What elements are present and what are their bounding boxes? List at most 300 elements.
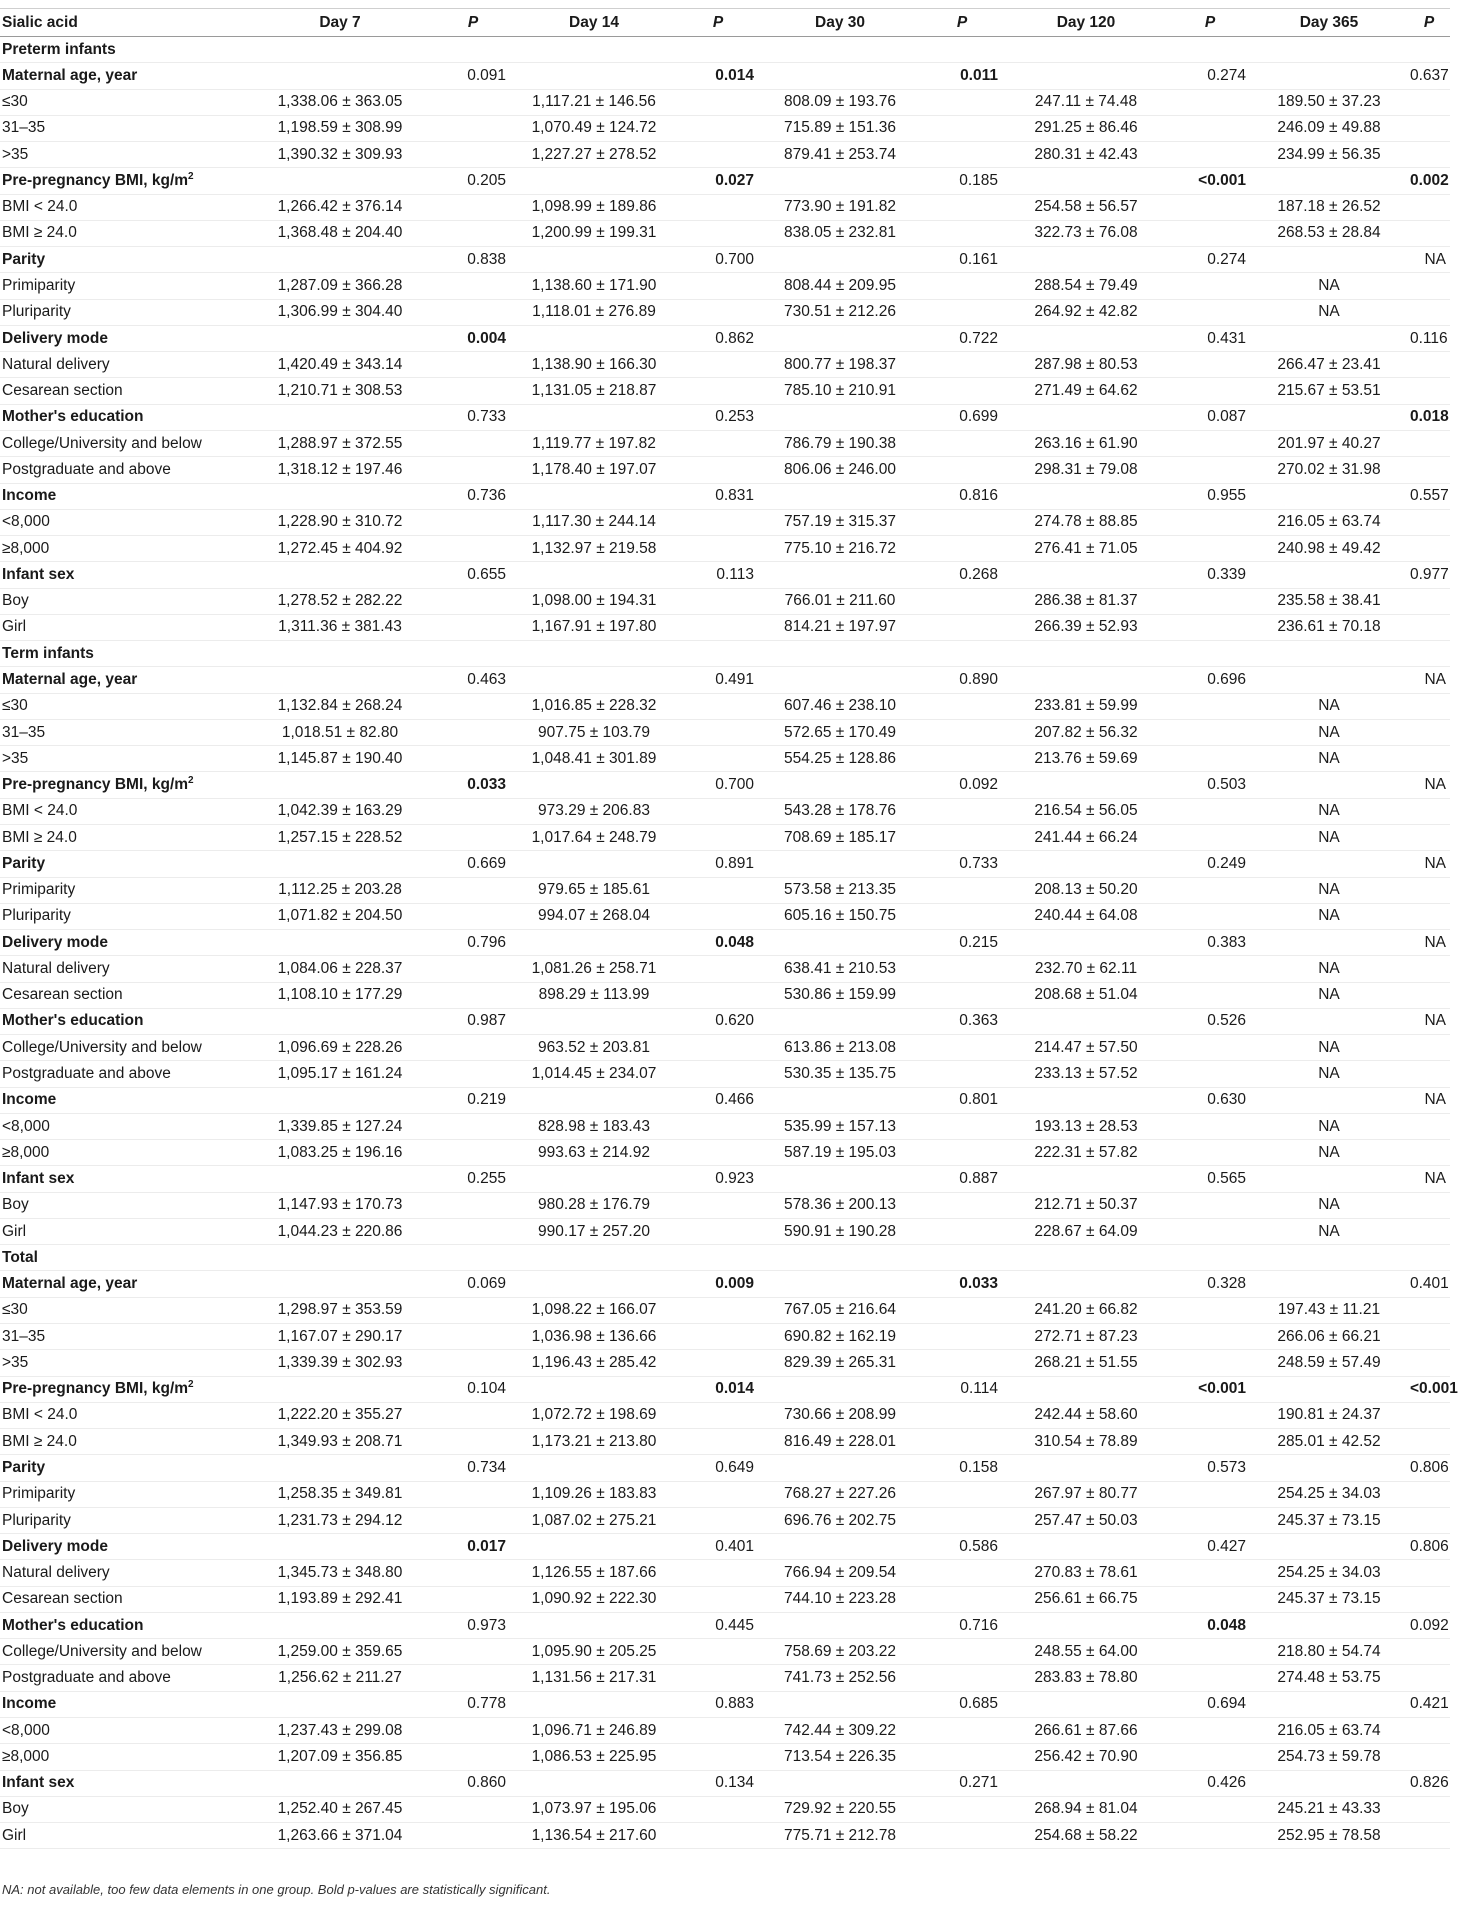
- empty-cell: [678, 588, 758, 614]
- empty-cell: [1170, 719, 1250, 745]
- empty-cell: [678, 430, 758, 456]
- empty-cell: [1408, 378, 1450, 404]
- mean-sd-value: 578.36 ± 200.13: [758, 1192, 922, 1218]
- mean-sd-value: 272.71 ± 87.23: [1002, 1324, 1170, 1350]
- col-header-day120: Day 120: [1002, 9, 1170, 37]
- p-value: 0.033: [922, 1271, 1002, 1297]
- level-label: [0, 89, 244, 115]
- mean-sd-value: NA: [1250, 903, 1408, 929]
- empty-cell: [678, 1061, 758, 1087]
- empty-cell: [1170, 877, 1250, 903]
- row-label: Primiparity: [2, 881, 76, 899]
- mean-sd-value: 1,339.39 ± 302.93: [244, 1350, 436, 1376]
- p-value: 0.806: [1408, 1455, 1450, 1481]
- empty-cell: [1170, 1586, 1250, 1612]
- empty-cell: [1170, 588, 1250, 614]
- p-value: 0.891: [678, 851, 758, 877]
- empty-cell: [510, 37, 678, 63]
- empty-cell: [1408, 693, 1450, 719]
- level-label: [0, 1113, 244, 1139]
- factor-row: [0, 1271, 1450, 1297]
- empty-cell: [436, 1192, 510, 1218]
- p-value: 0.733: [922, 851, 1002, 877]
- p-value: 0.733: [436, 404, 510, 430]
- empty-cell: [436, 352, 510, 378]
- empty-cell: [678, 273, 758, 299]
- empty-cell: [436, 1744, 510, 1770]
- empty-cell: [1408, 37, 1450, 63]
- empty-cell: [244, 325, 436, 351]
- p-value: NA: [1408, 1008, 1450, 1034]
- empty-cell: [1170, 1035, 1250, 1061]
- mean-sd-value: 1,072.72 ± 198.69: [510, 1402, 678, 1428]
- empty-cell: [1170, 194, 1250, 220]
- mean-sd-value: NA: [1250, 1035, 1408, 1061]
- mean-sd-value: 1,420.49 ± 343.14: [244, 352, 436, 378]
- table-row: [0, 1560, 1450, 1586]
- p-value: NA: [1408, 772, 1450, 798]
- mean-sd-value: 266.61 ± 87.66: [1002, 1718, 1170, 1744]
- level-label: [0, 1035, 244, 1061]
- empty-cell: [244, 1271, 436, 1297]
- empty-cell: [510, 772, 678, 798]
- mean-sd-value: 242.44 ± 58.60: [1002, 1402, 1170, 1428]
- mean-sd-value: NA: [1250, 1113, 1408, 1139]
- factor-label: [0, 851, 244, 877]
- row-label: BMI < 24.0: [2, 1406, 78, 1424]
- empty-cell: [758, 772, 922, 798]
- empty-cell: [922, 1823, 1002, 1849]
- p-value: 0.009: [678, 1271, 758, 1297]
- row-label: 31–35: [2, 119, 46, 137]
- row-label: BMI ≥ 24.0: [2, 828, 77, 846]
- empty-cell: [678, 641, 758, 667]
- table-row: [0, 273, 1450, 299]
- empty-cell: [1002, 1245, 1170, 1271]
- level-label: [0, 903, 244, 929]
- mean-sd-value: 1,257.15 ± 228.52: [244, 824, 436, 850]
- empty-cell: [922, 956, 1002, 982]
- p-value: 0.649: [678, 1455, 758, 1481]
- empty-cell: [758, 168, 922, 194]
- mean-sd-value: 800.77 ± 198.37: [758, 352, 922, 378]
- row-label: BMI ≥ 24.0: [2, 224, 77, 242]
- mean-sd-value: 263.16 ± 61.90: [1002, 430, 1170, 456]
- row-label: Total: [2, 1248, 38, 1266]
- empty-cell: [436, 956, 510, 982]
- mean-sd-value: 245.37 ± 73.15: [1250, 1507, 1408, 1533]
- empty-cell: [510, 930, 678, 956]
- empty-cell: [436, 1586, 510, 1612]
- mean-sd-value: 256.42 ± 70.90: [1002, 1744, 1170, 1770]
- col-header-day30: Day 30: [758, 9, 922, 37]
- mean-sd-value: 898.29 ± 113.99: [510, 982, 678, 1008]
- empty-cell: [758, 1087, 922, 1113]
- mean-sd-value: 1,272.45 ± 404.92: [244, 536, 436, 562]
- empty-cell: [436, 1061, 510, 1087]
- table-row: [0, 457, 1450, 483]
- empty-cell: [436, 220, 510, 246]
- empty-cell: [436, 430, 510, 456]
- empty-cell: [244, 483, 436, 509]
- mean-sd-value: 310.54 ± 78.89: [1002, 1429, 1170, 1455]
- empty-cell: [922, 1061, 1002, 1087]
- empty-cell: [1170, 641, 1250, 667]
- empty-cell: [1408, 142, 1450, 168]
- empty-cell: [922, 115, 1002, 141]
- p-value: 0.116: [1408, 325, 1450, 351]
- empty-cell: [678, 1823, 758, 1849]
- empty-cell: [244, 37, 436, 63]
- mean-sd-value: 907.75 ± 103.79: [510, 719, 678, 745]
- empty-cell: [678, 1665, 758, 1691]
- p-value: 0.466: [678, 1087, 758, 1113]
- level-label: [0, 1718, 244, 1744]
- empty-cell: [436, 824, 510, 850]
- mean-sd-value: 270.83 ± 78.61: [1002, 1560, 1170, 1586]
- row-label: Mother's education: [2, 408, 144, 426]
- factor-row: [0, 404, 1450, 430]
- mean-sd-value: 535.99 ± 157.13: [758, 1113, 922, 1139]
- empty-cell: [1170, 1718, 1250, 1744]
- empty-cell: [1250, 483, 1408, 509]
- row-label: Maternal age, year: [2, 671, 138, 688]
- mean-sd-value: 1,073.97 ± 195.06: [510, 1796, 678, 1822]
- empty-cell: [436, 1297, 510, 1323]
- empty-cell: [1408, 719, 1450, 745]
- mean-sd-value: 187.18 ± 26.52: [1250, 194, 1408, 220]
- empty-cell: [758, 1245, 922, 1271]
- col-header-day14: Day 14: [510, 9, 678, 37]
- level-label: [0, 1192, 244, 1218]
- empty-cell: [1170, 457, 1250, 483]
- empty-cell: [244, 1691, 436, 1717]
- mean-sd-value: 1,131.05 ± 218.87: [510, 378, 678, 404]
- table-row: [0, 798, 1450, 824]
- empty-cell: [244, 851, 436, 877]
- p-value: 0.987: [436, 1008, 510, 1034]
- empty-cell: [922, 588, 1002, 614]
- empty-cell: [1170, 1744, 1250, 1770]
- empty-cell: [510, 1245, 678, 1271]
- table-row: [0, 1192, 1450, 1218]
- factor-row: [0, 247, 1450, 273]
- mean-sd-value: 1,167.07 ± 290.17: [244, 1324, 436, 1350]
- empty-cell: [510, 168, 678, 194]
- table-row: [0, 877, 1450, 903]
- p-value: 0.977: [1408, 562, 1450, 588]
- empty-cell: [922, 982, 1002, 1008]
- table-row: [0, 1061, 1450, 1087]
- mean-sd-value: 1,090.92 ± 222.30: [510, 1586, 678, 1612]
- empty-cell: [1408, 588, 1450, 614]
- level-label: [0, 1061, 244, 1087]
- empty-cell: [758, 641, 922, 667]
- empty-cell: [244, 1455, 436, 1481]
- mean-sd-value: 744.10 ± 223.28: [758, 1586, 922, 1612]
- empty-cell: [1002, 1534, 1170, 1560]
- empty-cell: [510, 667, 678, 693]
- table-row: [0, 1324, 1450, 1350]
- empty-cell: [678, 824, 758, 850]
- empty-cell: [510, 404, 678, 430]
- mean-sd-value: 1,112.25 ± 203.28: [244, 877, 436, 903]
- empty-cell: [1250, 404, 1408, 430]
- p-value: 0.778: [436, 1691, 510, 1717]
- mean-sd-value: 767.05 ± 216.64: [758, 1297, 922, 1323]
- mean-sd-value: 257.47 ± 50.03: [1002, 1507, 1170, 1533]
- empty-cell: [758, 1271, 922, 1297]
- row-label: Natural delivery: [2, 1564, 110, 1582]
- empty-cell: [922, 1586, 1002, 1612]
- row-label: Girl: [2, 1222, 27, 1240]
- empty-cell: [758, 247, 922, 273]
- mean-sd-value: NA: [1250, 273, 1408, 299]
- empty-cell: [922, 1218, 1002, 1244]
- empty-cell: [1408, 956, 1450, 982]
- p-value: 0.255: [436, 1166, 510, 1192]
- mean-sd-value: 573.58 ± 213.35: [758, 877, 922, 903]
- row-label: Pre-pregnancy BMI, kg/m: [2, 1380, 189, 1398]
- mean-sd-value: 1,338.06 ± 363.05: [244, 89, 436, 115]
- level-label: [0, 1140, 244, 1166]
- factor-row: [0, 1166, 1450, 1192]
- empty-cell: [1002, 1455, 1170, 1481]
- mean-sd-value: NA: [1250, 798, 1408, 824]
- mean-sd-value: 741.73 ± 252.56: [758, 1665, 922, 1691]
- mean-sd-value: 1,098.99 ± 189.86: [510, 194, 678, 220]
- p-value: 0.431: [1170, 325, 1250, 351]
- empty-cell: [1002, 37, 1170, 63]
- mean-sd-value: 207.82 ± 56.32: [1002, 719, 1170, 745]
- mean-sd-value: 1,095.90 ± 205.25: [510, 1639, 678, 1665]
- mean-sd-value: 222.31 ± 57.82: [1002, 1140, 1170, 1166]
- empty-cell: [1250, 851, 1408, 877]
- row-label: Parity: [2, 1458, 46, 1476]
- empty-cell: [436, 142, 510, 168]
- empty-cell: [1170, 903, 1250, 929]
- empty-cell: [436, 588, 510, 614]
- factor-label: [0, 1008, 244, 1034]
- level-label: [0, 588, 244, 614]
- level-label: [0, 614, 244, 640]
- empty-cell: [436, 536, 510, 562]
- mean-sd-value: 241.44 ± 66.24: [1002, 824, 1170, 850]
- empty-cell: [678, 877, 758, 903]
- level-label: [0, 1639, 244, 1665]
- mean-sd-value: 218.80 ± 54.74: [1250, 1639, 1408, 1665]
- empty-cell: [244, 168, 436, 194]
- empty-cell: [510, 1008, 678, 1034]
- mean-sd-value: 1,131.56 ± 217.31: [510, 1665, 678, 1691]
- mean-sd-value: 228.67 ± 64.09: [1002, 1218, 1170, 1244]
- mean-sd-value: 1,256.62 ± 211.27: [244, 1665, 436, 1691]
- p-value: 0.161: [922, 247, 1002, 273]
- p-value: 0.503: [1170, 772, 1250, 798]
- mean-sd-value: 530.35 ± 135.75: [758, 1061, 922, 1087]
- empty-cell: [1170, 1218, 1250, 1244]
- empty-cell: [758, 1008, 922, 1034]
- row-label: Delivery mode: [2, 933, 108, 951]
- row-label: Cesarean section: [2, 986, 123, 1004]
- factor-label: [0, 247, 244, 273]
- mean-sd-value: 1,018.51 ± 82.80: [244, 719, 436, 745]
- p-value: 0.274: [1170, 247, 1250, 273]
- mean-sd-value: 1,237.43 ± 299.08: [244, 1718, 436, 1744]
- empty-cell: [678, 1429, 758, 1455]
- table-row: [0, 1507, 1450, 1533]
- level-label: [0, 1350, 244, 1376]
- empty-cell: [1002, 930, 1170, 956]
- mean-sd-value: 1,044.23 ± 220.86: [244, 1218, 436, 1244]
- empty-cell: [922, 1744, 1002, 1770]
- empty-cell: [758, 1691, 922, 1717]
- empty-cell: [436, 903, 510, 929]
- level-label: [0, 746, 244, 772]
- empty-cell: [678, 1402, 758, 1428]
- table-row: [0, 693, 1450, 719]
- level-label: [0, 457, 244, 483]
- empty-cell: [1170, 1507, 1250, 1533]
- empty-cell: [1408, 1507, 1450, 1533]
- factor-row: [0, 1087, 1450, 1113]
- mean-sd-value: 530.86 ± 159.99: [758, 982, 922, 1008]
- empty-cell: [922, 1113, 1002, 1139]
- empty-cell: [510, 1271, 678, 1297]
- level-label: [0, 352, 244, 378]
- row-label: Income: [2, 487, 57, 505]
- mean-sd-value: 270.02 ± 31.98: [1250, 457, 1408, 483]
- empty-cell: [922, 536, 1002, 562]
- empty-cell: [436, 1639, 510, 1665]
- mean-sd-value: 322.73 ± 76.08: [1002, 220, 1170, 246]
- p-value: 0.890: [922, 667, 1002, 693]
- mean-sd-value: 1,222.20 ± 355.27: [244, 1402, 436, 1428]
- mean-sd-value: 1,036.98 ± 136.66: [510, 1324, 678, 1350]
- p-value: 0.831: [678, 483, 758, 509]
- empty-cell: [1250, 772, 1408, 798]
- empty-cell: [436, 378, 510, 404]
- mean-sd-value: 742.44 ± 309.22: [758, 1718, 922, 1744]
- mean-sd-value: 216.54 ± 56.05: [1002, 798, 1170, 824]
- empty-cell: [922, 509, 1002, 535]
- mean-sd-value: 554.25 ± 128.86: [758, 746, 922, 772]
- row-label: 31–35: [2, 1327, 46, 1345]
- empty-cell: [436, 719, 510, 745]
- empty-cell: [1002, 168, 1170, 194]
- mean-sd-value: 245.37 ± 73.15: [1250, 1586, 1408, 1612]
- p-value: 0.801: [922, 1087, 1002, 1113]
- empty-cell: [1408, 1192, 1450, 1218]
- mean-sd-value: 254.68 ± 58.22: [1002, 1823, 1170, 1849]
- level-label: [0, 378, 244, 404]
- mean-sd-value: 775.10 ± 216.72: [758, 536, 922, 562]
- empty-cell: [244, 63, 436, 89]
- p-value: 0.113: [678, 562, 758, 588]
- empty-cell: [1170, 1113, 1250, 1139]
- mean-sd-value: 1,298.97 ± 353.59: [244, 1297, 436, 1323]
- p-value: 0.655: [436, 562, 510, 588]
- empty-cell: [678, 1718, 758, 1744]
- empty-cell: [1170, 614, 1250, 640]
- mean-sd-value: 1,118.01 ± 276.89: [510, 299, 678, 325]
- empty-cell: [678, 1192, 758, 1218]
- p-value: 0.033: [436, 772, 510, 798]
- empty-cell: [922, 457, 1002, 483]
- mean-sd-value: 879.41 ± 253.74: [758, 142, 922, 168]
- row-label: Pluriparity: [2, 303, 71, 321]
- mean-sd-value: 208.68 ± 51.04: [1002, 982, 1170, 1008]
- empty-cell: [1408, 536, 1450, 562]
- empty-cell: [1170, 1429, 1250, 1455]
- mean-sd-value: 994.07 ± 268.04: [510, 903, 678, 929]
- table-row: [0, 1297, 1450, 1323]
- mean-sd-value: 1,138.90 ± 166.30: [510, 352, 678, 378]
- empty-cell: [436, 1718, 510, 1744]
- empty-cell: [436, 1665, 510, 1691]
- p-value: 0.973: [436, 1612, 510, 1638]
- mean-sd-value: 1,287.09 ± 366.28: [244, 273, 436, 299]
- empty-cell: [1408, 1639, 1450, 1665]
- level-label: [0, 1744, 244, 1770]
- factor-row: [0, 1008, 1450, 1034]
- empty-cell: [1408, 220, 1450, 246]
- empty-cell: [436, 1796, 510, 1822]
- table-row: [0, 536, 1450, 562]
- mean-sd-value: 814.21 ± 197.97: [758, 614, 922, 640]
- empty-cell: [1408, 1718, 1450, 1744]
- row-label: Mother's education: [2, 1616, 144, 1634]
- mean-sd-value: 274.78 ± 88.85: [1002, 509, 1170, 535]
- empty-cell: [1250, 63, 1408, 89]
- empty-cell: [1170, 115, 1250, 141]
- col-header-day365: Day 365: [1250, 9, 1408, 37]
- empty-cell: [1408, 194, 1450, 220]
- empty-cell: [678, 89, 758, 115]
- empty-cell: [922, 89, 1002, 115]
- p-value: NA: [1408, 667, 1450, 693]
- empty-cell: [678, 1350, 758, 1376]
- factor-label: [0, 325, 244, 351]
- empty-cell: [678, 1218, 758, 1244]
- empty-cell: [678, 142, 758, 168]
- mean-sd-value: 246.09 ± 49.88: [1250, 115, 1408, 141]
- mean-sd-value: 1,198.59 ± 308.99: [244, 115, 436, 141]
- empty-cell: [678, 536, 758, 562]
- empty-cell: [510, 1612, 678, 1638]
- empty-cell: [436, 1823, 510, 1849]
- table-row: [0, 142, 1450, 168]
- mean-sd-value: NA: [1250, 719, 1408, 745]
- empty-cell: [510, 1534, 678, 1560]
- empty-cell: [1002, 63, 1170, 89]
- mean-sd-value: 806.06 ± 246.00: [758, 457, 922, 483]
- empty-cell: [510, 641, 678, 667]
- mean-sd-value: 1,210.71 ± 308.53: [244, 378, 436, 404]
- mean-sd-value: 241.20 ± 66.82: [1002, 1297, 1170, 1323]
- empty-cell: [1408, 1796, 1450, 1822]
- empty-cell: [678, 956, 758, 982]
- table-header-row: [0, 9, 1450, 37]
- empty-cell: [758, 483, 922, 509]
- mean-sd-value: 276.41 ± 71.05: [1002, 536, 1170, 562]
- mean-sd-value: 758.69 ± 203.22: [758, 1639, 922, 1665]
- level-label: [0, 1429, 244, 1455]
- table-row: [0, 430, 1450, 456]
- p-value: 0.014: [678, 63, 758, 89]
- empty-cell: [678, 378, 758, 404]
- factor-label: [0, 772, 244, 798]
